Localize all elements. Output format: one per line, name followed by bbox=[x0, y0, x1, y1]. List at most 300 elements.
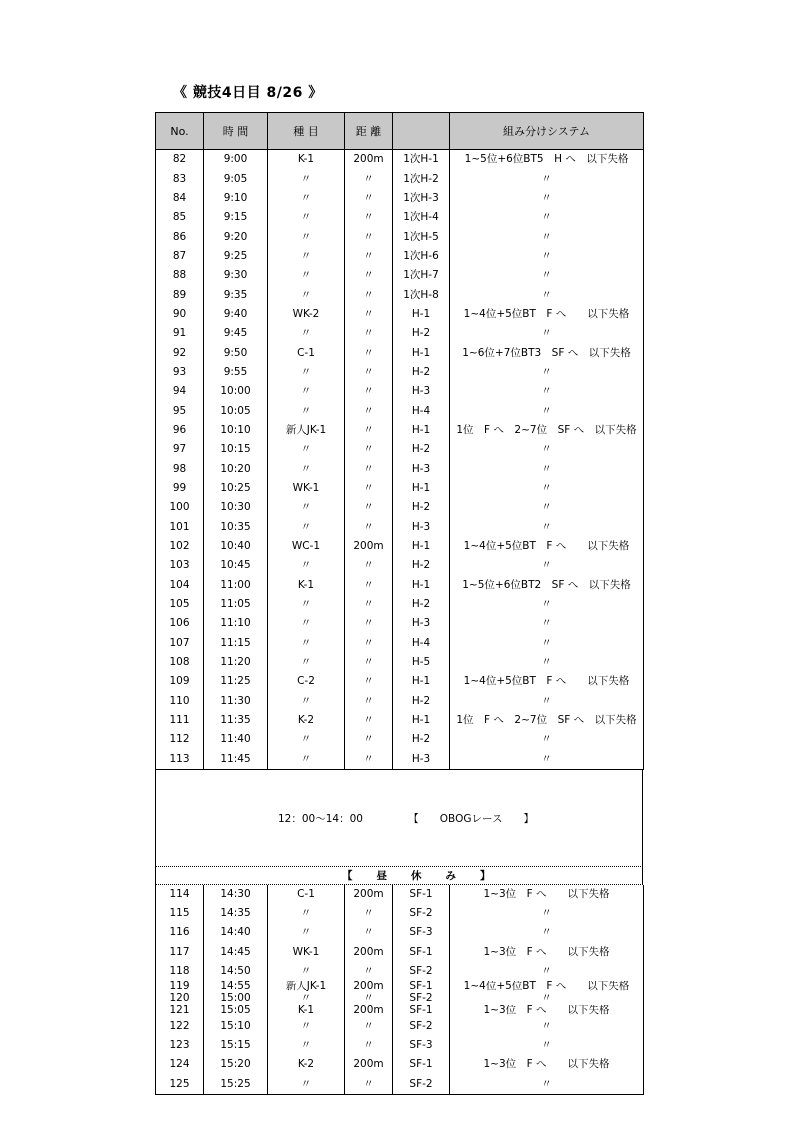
cell-distance: 〃 bbox=[345, 993, 393, 1005]
cell-grouping-system: 〃 bbox=[450, 595, 644, 614]
cell-time: 11:40 bbox=[204, 730, 268, 749]
cell-time: 11:20 bbox=[204, 653, 268, 672]
cell-distance: 200m bbox=[345, 981, 393, 993]
cell-time: 11:15 bbox=[204, 634, 268, 653]
cell-race-no: 116 bbox=[156, 923, 204, 942]
cell-time: 14:35 bbox=[204, 904, 268, 923]
cell-time: 10:45 bbox=[204, 556, 268, 575]
cell-heat: H-3 bbox=[393, 750, 450, 770]
cell-grouping-system: 〃 bbox=[450, 653, 644, 672]
cell-distance: 〃 bbox=[345, 324, 393, 343]
cell-race-no: 90 bbox=[156, 305, 204, 324]
cell-race-no: 87 bbox=[156, 247, 204, 266]
cell-distance: 〃 bbox=[345, 169, 393, 188]
cell-distance: 〃 bbox=[345, 672, 393, 691]
cell-distance: 200m bbox=[345, 885, 393, 904]
cell-time: 11:00 bbox=[204, 576, 268, 595]
cell-time: 9:20 bbox=[204, 227, 268, 246]
cell-event: C-1 bbox=[268, 343, 345, 362]
cell-event: 〃 bbox=[268, 595, 345, 614]
cell-time: 9:50 bbox=[204, 343, 268, 362]
cell-heat: SF-3 bbox=[393, 923, 450, 942]
cell-time: 11:10 bbox=[204, 614, 268, 633]
cell-race-no: 103 bbox=[156, 556, 204, 575]
cell-distance: 〃 bbox=[345, 750, 393, 770]
cell-distance: 〃 bbox=[345, 518, 393, 537]
cell-grouping-system: 〃 bbox=[450, 227, 644, 246]
cell-event: 〃 bbox=[268, 382, 345, 401]
cell-time: 10:25 bbox=[204, 479, 268, 498]
cell-heat: H-1 bbox=[393, 537, 450, 556]
cell-heat: SF-2 bbox=[393, 1017, 450, 1036]
cell-event: 〃 bbox=[268, 1036, 345, 1055]
cell-race-no: 119 bbox=[156, 981, 204, 993]
cell-event: 〃 bbox=[268, 962, 345, 981]
cell-event: 〃 bbox=[268, 993, 345, 1005]
cell-distance: 〃 bbox=[345, 305, 393, 324]
schedule-table-afternoon bbox=[155, 885, 644, 1095]
cell-heat: 1次H-2 bbox=[393, 169, 450, 188]
cell-heat: SF-2 bbox=[393, 993, 450, 1005]
cell-grouping-system: 〃 bbox=[450, 285, 644, 304]
cell-race-no: 88 bbox=[156, 266, 204, 285]
cell-race-no: 118 bbox=[156, 962, 204, 981]
obog-race-label: 【 OBOGレース 】 bbox=[408, 813, 534, 825]
cell-distance: 〃 bbox=[345, 343, 393, 362]
cell-time: 11:35 bbox=[204, 711, 268, 730]
table-row bbox=[156, 421, 644, 440]
cell-time: 9:45 bbox=[204, 324, 268, 343]
header-grouping-system: 組み分けシステム bbox=[450, 113, 644, 150]
cell-race-no: 117 bbox=[156, 943, 204, 962]
cell-time: 9:15 bbox=[204, 208, 268, 227]
cell-time: 15:05 bbox=[204, 1005, 268, 1017]
cell-heat: 1次H-8 bbox=[393, 285, 450, 304]
header-heat bbox=[393, 113, 450, 150]
cell-heat: 1次H-3 bbox=[393, 189, 450, 208]
cell-time: 9:05 bbox=[204, 169, 268, 188]
cell-distance: 〃 bbox=[345, 498, 393, 517]
cell-heat: SF-2 bbox=[393, 1075, 450, 1095]
table-row bbox=[156, 1036, 644, 1055]
cell-grouping-system: 〃 bbox=[450, 189, 644, 208]
cell-race-no: 111 bbox=[156, 711, 204, 730]
cell-heat: 1次H-5 bbox=[393, 227, 450, 246]
cell-heat: 1次H-4 bbox=[393, 208, 450, 227]
cell-heat: H-2 bbox=[393, 595, 450, 614]
cell-event: 〃 bbox=[268, 208, 345, 227]
cell-distance: 200m bbox=[345, 1055, 393, 1074]
cell-event: 〃 bbox=[268, 634, 345, 653]
cell-event: 〃 bbox=[268, 460, 345, 479]
cell-race-no: 125 bbox=[156, 1075, 204, 1095]
cell-time: 15:15 bbox=[204, 1036, 268, 1055]
cell-event: 〃 bbox=[268, 692, 345, 711]
table-row bbox=[156, 460, 644, 479]
cell-distance: 200m bbox=[345, 943, 393, 962]
cell-distance: 〃 bbox=[345, 266, 393, 285]
table-row bbox=[156, 730, 644, 749]
cell-heat: SF-1 bbox=[393, 1005, 450, 1017]
cell-grouping-system: 〃 bbox=[450, 923, 644, 942]
cell-heat: SF-1 bbox=[393, 1055, 450, 1074]
cell-race-no: 101 bbox=[156, 518, 204, 537]
cell-heat: H-2 bbox=[393, 556, 450, 575]
cell-heat: H-1 bbox=[393, 479, 450, 498]
cell-grouping-system: 〃 bbox=[450, 1017, 644, 1036]
cell-distance: 〃 bbox=[345, 730, 393, 749]
cell-distance: 〃 bbox=[345, 208, 393, 227]
cell-event: 〃 bbox=[268, 614, 345, 633]
cell-event: 〃 bbox=[268, 266, 345, 285]
table-row bbox=[156, 537, 644, 556]
cell-distance: 200m bbox=[345, 1005, 393, 1017]
cell-grouping-system: 1~3位 F へ 以下失格 bbox=[450, 885, 644, 904]
table-row bbox=[156, 247, 644, 266]
table-row bbox=[156, 208, 644, 227]
cell-grouping-system: 〃 bbox=[450, 518, 644, 537]
cell-race-no: 114 bbox=[156, 885, 204, 904]
cell-heat: H-5 bbox=[393, 653, 450, 672]
cell-grouping-system: 1~4位+5位BT F へ 以下失格 bbox=[450, 537, 644, 556]
table-row bbox=[156, 401, 644, 420]
cell-grouping-system: 1~3位 F へ 以下失格 bbox=[450, 1005, 644, 1017]
cell-event: WK-1 bbox=[268, 943, 345, 962]
cell-heat: SF-2 bbox=[393, 962, 450, 981]
table-row bbox=[156, 363, 644, 382]
table-row bbox=[156, 576, 644, 595]
cell-grouping-system: 1~5位+6位BT5 H へ 以下失格 bbox=[450, 150, 644, 170]
cell-distance: 〃 bbox=[345, 556, 393, 575]
cell-heat: SF-3 bbox=[393, 1036, 450, 1055]
cell-event: K-2 bbox=[268, 1055, 345, 1074]
cell-grouping-system: 〃 bbox=[450, 440, 644, 459]
cell-time: 14:50 bbox=[204, 962, 268, 981]
table-row bbox=[156, 324, 644, 343]
cell-distance: 〃 bbox=[345, 614, 393, 633]
cell-race-no: 115 bbox=[156, 904, 204, 923]
cell-distance: 〃 bbox=[345, 923, 393, 942]
page-title: 《 競技4日目 8/26 》 bbox=[173, 85, 323, 101]
cell-distance: 〃 bbox=[345, 595, 393, 614]
cell-event: 〃 bbox=[268, 401, 345, 420]
cell-distance: 〃 bbox=[345, 1036, 393, 1055]
cell-race-no: 94 bbox=[156, 382, 204, 401]
cell-grouping-system: 〃 bbox=[450, 460, 644, 479]
cell-grouping-system: 1位 F へ 2~7位 SF へ 以下失格 bbox=[450, 711, 644, 730]
cell-event: C-2 bbox=[268, 672, 345, 691]
table-row bbox=[156, 943, 644, 962]
cell-heat: H-2 bbox=[393, 730, 450, 749]
cell-event: C-1 bbox=[268, 885, 345, 904]
cell-time: 15:20 bbox=[204, 1055, 268, 1074]
cell-time: 10:40 bbox=[204, 537, 268, 556]
cell-grouping-system: 〃 bbox=[450, 993, 644, 1005]
cell-distance: 〃 bbox=[345, 421, 393, 440]
table-row bbox=[156, 981, 644, 993]
cell-heat: H-2 bbox=[393, 324, 450, 343]
header-time: 時 間 bbox=[204, 113, 268, 150]
cell-time: 9:40 bbox=[204, 305, 268, 324]
cell-time: 15:25 bbox=[204, 1075, 268, 1095]
cell-time: 10:30 bbox=[204, 498, 268, 517]
cell-event: 〃 bbox=[268, 904, 345, 923]
cell-distance: 〃 bbox=[345, 460, 393, 479]
obog-race-time: 12：00～14：00 bbox=[278, 813, 363, 825]
cell-race-no: 89 bbox=[156, 285, 204, 304]
cell-event: 〃 bbox=[268, 1075, 345, 1095]
table-row bbox=[156, 169, 644, 188]
cell-race-no: 108 bbox=[156, 653, 204, 672]
cell-race-no: 82 bbox=[156, 150, 204, 170]
cell-grouping-system: 〃 bbox=[450, 556, 644, 575]
cell-race-no: 109 bbox=[156, 672, 204, 691]
cell-event: 新人JK-1 bbox=[268, 421, 345, 440]
cell-time: 14:30 bbox=[204, 885, 268, 904]
table-row bbox=[156, 634, 644, 653]
cell-time: 9:00 bbox=[204, 150, 268, 170]
cell-grouping-system: 〃 bbox=[450, 904, 644, 923]
cell-event: 〃 bbox=[268, 653, 345, 672]
table-row bbox=[156, 479, 644, 498]
table-row bbox=[156, 266, 644, 285]
cell-race-no: 91 bbox=[156, 324, 204, 343]
cell-distance: 〃 bbox=[345, 576, 393, 595]
cell-grouping-system: 〃 bbox=[450, 363, 644, 382]
table-row bbox=[156, 285, 644, 304]
table-row bbox=[156, 653, 644, 672]
cell-race-no: 84 bbox=[156, 189, 204, 208]
cell-race-no: 96 bbox=[156, 421, 204, 440]
header-event: 種 目 bbox=[268, 113, 345, 150]
cell-event: 〃 bbox=[268, 363, 345, 382]
schedule-table-morning bbox=[155, 112, 644, 770]
cell-event: 新人JK-1 bbox=[268, 981, 345, 993]
cell-heat: SF-2 bbox=[393, 904, 450, 923]
cell-grouping-system: 〃 bbox=[450, 169, 644, 188]
cell-event: 〃 bbox=[268, 923, 345, 942]
cell-distance: 〃 bbox=[345, 247, 393, 266]
header-no: No. bbox=[156, 113, 204, 150]
cell-heat: H-3 bbox=[393, 460, 450, 479]
cell-heat: H-1 bbox=[393, 672, 450, 691]
cell-time: 14:40 bbox=[204, 923, 268, 942]
cell-event: WK-2 bbox=[268, 305, 345, 324]
cell-event: K-1 bbox=[268, 576, 345, 595]
cell-event: 〃 bbox=[268, 440, 345, 459]
cell-grouping-system: 〃 bbox=[450, 247, 644, 266]
cell-time: 11:30 bbox=[204, 692, 268, 711]
cell-grouping-system: 〃 bbox=[450, 401, 644, 420]
cell-time: 15:00 bbox=[204, 993, 268, 1005]
cell-heat: H-1 bbox=[393, 305, 450, 324]
table-row bbox=[156, 904, 644, 923]
cell-grouping-system: 1~3位 F へ 以下失格 bbox=[450, 943, 644, 962]
table-row bbox=[156, 440, 644, 459]
cell-heat: H-2 bbox=[393, 440, 450, 459]
cell-heat: H-4 bbox=[393, 634, 450, 653]
cell-distance: 〃 bbox=[345, 1075, 393, 1095]
cell-heat: SF-1 bbox=[393, 885, 450, 904]
cell-distance: 〃 bbox=[345, 401, 393, 420]
cell-time: 11:05 bbox=[204, 595, 268, 614]
table-row bbox=[156, 556, 644, 575]
cell-event: 〃 bbox=[268, 556, 345, 575]
cell-event: WK-1 bbox=[268, 479, 345, 498]
table-row bbox=[156, 343, 644, 362]
cell-grouping-system: 1~4位+5位BT F へ 以下失格 bbox=[450, 305, 644, 324]
cell-race-no: 102 bbox=[156, 537, 204, 556]
cell-heat: 1次H-7 bbox=[393, 266, 450, 285]
cell-distance: 〃 bbox=[345, 634, 393, 653]
cell-heat: H-1 bbox=[393, 576, 450, 595]
cell-heat: H-2 bbox=[393, 363, 450, 382]
cell-distance: 〃 bbox=[345, 363, 393, 382]
cell-race-no: 122 bbox=[156, 1017, 204, 1036]
cell-event: 〃 bbox=[268, 247, 345, 266]
cell-grouping-system: 〃 bbox=[450, 1075, 644, 1095]
cell-event: 〃 bbox=[268, 169, 345, 188]
table-row bbox=[156, 962, 644, 981]
cell-event: K-1 bbox=[268, 1005, 345, 1017]
cell-race-no: 100 bbox=[156, 498, 204, 517]
cell-event: WC-1 bbox=[268, 537, 345, 556]
cell-distance: 200m bbox=[345, 150, 393, 170]
cell-grouping-system: 〃 bbox=[450, 634, 644, 653]
cell-grouping-system: 〃 bbox=[450, 730, 644, 749]
table-row bbox=[156, 1055, 644, 1074]
cell-grouping-system: 1~5位+6位BT2 SF へ 以下失格 bbox=[450, 576, 644, 595]
cell-distance: 〃 bbox=[345, 1017, 393, 1036]
cell-event: 〃 bbox=[268, 730, 345, 749]
cell-time: 11:45 bbox=[204, 750, 268, 770]
cell-distance: 〃 bbox=[345, 227, 393, 246]
cell-heat: H-1 bbox=[393, 711, 450, 730]
cell-heat: 1次H-6 bbox=[393, 247, 450, 266]
cell-heat: H-3 bbox=[393, 614, 450, 633]
table-row bbox=[156, 150, 644, 170]
cell-race-no: 86 bbox=[156, 227, 204, 246]
cell-grouping-system: 〃 bbox=[450, 479, 644, 498]
cell-race-no: 106 bbox=[156, 614, 204, 633]
cell-race-no: 95 bbox=[156, 401, 204, 420]
cell-distance: 〃 bbox=[345, 904, 393, 923]
table-row bbox=[156, 305, 644, 324]
cell-time: 15:10 bbox=[204, 1017, 268, 1036]
cell-distance: 〃 bbox=[345, 711, 393, 730]
cell-distance: 〃 bbox=[345, 962, 393, 981]
cell-distance: 〃 bbox=[345, 189, 393, 208]
cell-race-no: 98 bbox=[156, 460, 204, 479]
cell-grouping-system: 1~3位 F へ 以下失格 bbox=[450, 1055, 644, 1074]
cell-distance: 〃 bbox=[345, 382, 393, 401]
cell-event: K-1 bbox=[268, 150, 345, 170]
cell-heat: H-3 bbox=[393, 518, 450, 537]
cell-time: 14:55 bbox=[204, 981, 268, 993]
cell-time: 9:35 bbox=[204, 285, 268, 304]
cell-grouping-system: 1~6位+7位BT3 SF へ 以下失格 bbox=[450, 343, 644, 362]
cell-grouping-system: 〃 bbox=[450, 498, 644, 517]
obog-race-info bbox=[278, 811, 534, 826]
table-row bbox=[156, 1005, 644, 1017]
table-row bbox=[156, 885, 644, 904]
cell-heat: H-1 bbox=[393, 421, 450, 440]
cell-distance: 〃 bbox=[345, 440, 393, 459]
cell-event: 〃 bbox=[268, 227, 345, 246]
cell-event: 〃 bbox=[268, 518, 345, 537]
cell-time: 10:05 bbox=[204, 401, 268, 420]
cell-grouping-system: 〃 bbox=[450, 614, 644, 633]
cell-time: 10:20 bbox=[204, 460, 268, 479]
table-row bbox=[156, 750, 644, 770]
cell-grouping-system: 〃 bbox=[450, 1036, 644, 1055]
header-distance: 距 離 bbox=[345, 113, 393, 150]
cell-event: 〃 bbox=[268, 750, 345, 770]
cell-heat: SF-1 bbox=[393, 981, 450, 993]
table-row bbox=[156, 189, 644, 208]
cell-race-no: 99 bbox=[156, 479, 204, 498]
cell-grouping-system: 〃 bbox=[450, 750, 644, 770]
table-row bbox=[156, 614, 644, 633]
cell-grouping-system: 〃 bbox=[450, 324, 644, 343]
table-row bbox=[156, 382, 644, 401]
cell-heat: H-3 bbox=[393, 382, 450, 401]
cell-time: 14:45 bbox=[204, 943, 268, 962]
cell-grouping-system: 〃 bbox=[450, 692, 644, 711]
cell-time: 10:15 bbox=[204, 440, 268, 459]
table-row bbox=[156, 498, 644, 517]
cell-time: 9:55 bbox=[204, 363, 268, 382]
cell-time: 11:25 bbox=[204, 672, 268, 691]
cell-race-no: 110 bbox=[156, 692, 204, 711]
cell-distance: 〃 bbox=[345, 285, 393, 304]
cell-race-no: 107 bbox=[156, 634, 204, 653]
cell-race-no: 121 bbox=[156, 1005, 204, 1017]
table-row bbox=[156, 711, 644, 730]
table-header-row bbox=[156, 113, 644, 150]
cell-event: 〃 bbox=[268, 324, 345, 343]
cell-grouping-system: 〃 bbox=[450, 208, 644, 227]
cell-event: 〃 bbox=[268, 189, 345, 208]
cell-distance: 〃 bbox=[345, 479, 393, 498]
cell-event: 〃 bbox=[268, 498, 345, 517]
cell-race-no: 123 bbox=[156, 1036, 204, 1055]
table-row bbox=[156, 1075, 644, 1095]
cell-grouping-system: 〃 bbox=[450, 266, 644, 285]
cell-grouping-system: 1位 F へ 2~7位 SF へ 以下失格 bbox=[450, 421, 644, 440]
cell-heat: H-1 bbox=[393, 343, 450, 362]
cell-heat: 1次H-1 bbox=[393, 150, 450, 170]
cell-time: 10:35 bbox=[204, 518, 268, 537]
cell-heat: H-2 bbox=[393, 498, 450, 517]
table-row bbox=[156, 692, 644, 711]
cell-race-no: 83 bbox=[156, 169, 204, 188]
table-row bbox=[156, 923, 644, 942]
cell-heat: H-4 bbox=[393, 401, 450, 420]
cell-race-no: 93 bbox=[156, 363, 204, 382]
cell-race-no: 92 bbox=[156, 343, 204, 362]
cell-grouping-system: 1~4位+5位BT F へ 以下失格 bbox=[450, 981, 644, 993]
cell-grouping-system: 〃 bbox=[450, 382, 644, 401]
cell-event: 〃 bbox=[268, 1017, 345, 1036]
table-row bbox=[156, 227, 644, 246]
cell-time: 9:25 bbox=[204, 247, 268, 266]
cell-race-no: 97 bbox=[156, 440, 204, 459]
cell-event: 〃 bbox=[268, 285, 345, 304]
cell-race-no: 124 bbox=[156, 1055, 204, 1074]
cell-distance: 〃 bbox=[345, 653, 393, 672]
cell-heat: H-2 bbox=[393, 692, 450, 711]
